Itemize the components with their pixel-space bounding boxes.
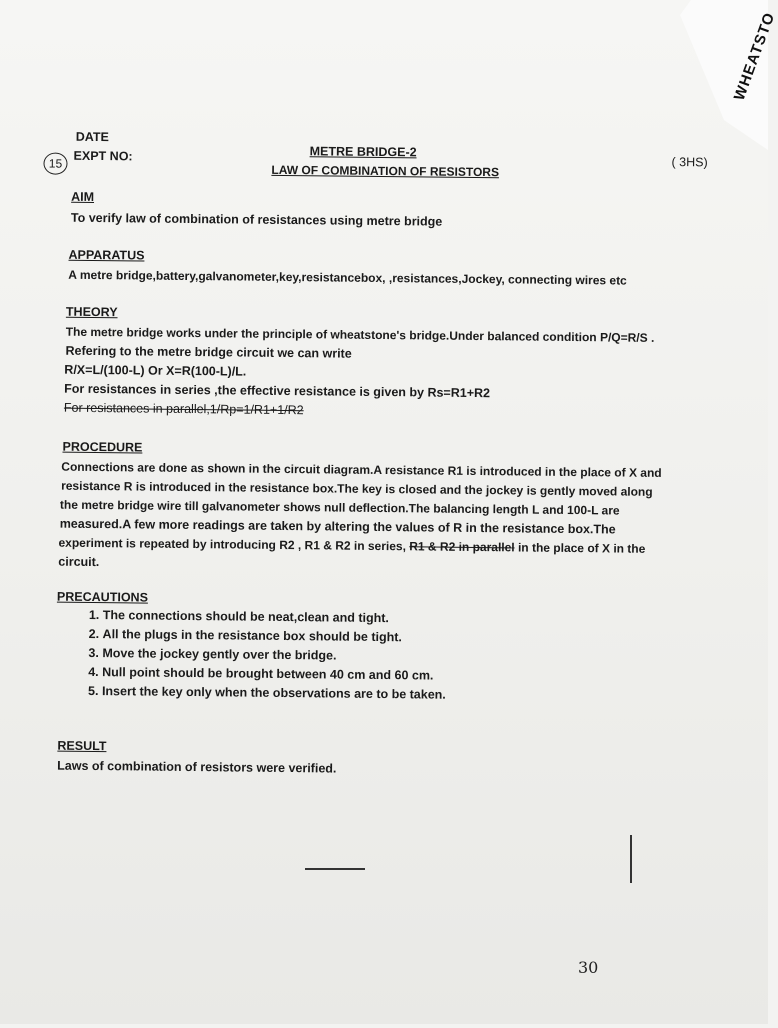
precautions-heading: PRECAUTIONS [56, 589, 149, 605]
apparatus-text: A metre bridge,battery,galvanometer,key,resistancebox, ,resistances,Jockey, connecting wires etc [68, 267, 627, 288]
aim-text: To verify law of combination of resistances using metre bridge [70, 210, 443, 229]
date-label: DATE [75, 129, 109, 145]
theory-line-struck: For resistances in parallel,1/Rp=1/R1+1/R2 [63, 400, 304, 418]
procedure-line: resistance R is introduced in the resistance box.The key is closed and the jockey is gently moved along [61, 478, 653, 499]
procedure-line-5 [58, 536, 645, 556]
procedure-line: Connections are done as shown in the circuit diagram.A resistance R1 is introduced in the place of X and [61, 459, 662, 480]
precaution-item: 2. All the plugs in the resistance box should be tight. [102, 625, 446, 648]
result-text: Laws of combination of resistors were verified. [57, 758, 337, 776]
procedure-line-part: experiment is repeated by introducing R2 , R1 & R2 in series, [58, 535, 407, 554]
corner-tab-text: WHEATSTO [730, 10, 778, 103]
aim-heading: AIM [71, 189, 95, 204]
precaution-item: 1. The connections should be neat,clean and tight. [103, 606, 447, 629]
procedure-line-part: in the place of X in the [517, 540, 646, 556]
document-title: METRE BRIDGE-2 [309, 144, 417, 160]
theory-line: For resistances in series ,the effective resistance is given by Rs=R1+R2 [64, 381, 491, 401]
theory-heading: THEORY [65, 304, 118, 320]
procedure-line: measured.A few more readings are taken by altering the values of R in the resistance box.The [59, 516, 616, 537]
pen-vertical-mark [630, 835, 632, 883]
apparatus-heading: APPARATUS [68, 247, 145, 263]
theory-line: Refering to the metre bridge circuit we can write [65, 343, 352, 361]
result-heading: RESULT [57, 738, 107, 754]
pen-arrow-mark [305, 868, 365, 870]
theory-line: R/X=L/(100-L) Or X=R(100-L)/L. [64, 362, 247, 379]
theory-line: The metre bridge works under the principle of wheatstone's bridge.Under balanced condition P/Q=R/S . [65, 324, 655, 345]
procedure-line: circuit. [58, 554, 100, 570]
page-number: 30 [578, 958, 599, 977]
precaution-item: 3. Move the jockey gently over the bridge. [102, 644, 446, 667]
expt-no-label: EXPT NO: [73, 148, 133, 164]
procedure-struck-text: R1 & R2 in parallel [409, 539, 515, 555]
procedure-heading: PROCEDURE [62, 439, 143, 455]
expt-number-circle: 15 [43, 152, 67, 174]
precaution-item: 4. Null point should be brought between 40 cm and 60 cm. [102, 663, 446, 686]
hours-label: ( 3HS) [671, 155, 708, 170]
procedure-line: the metre bridge wire till galvanometer shows null deflection.The balancing length L and 100-L are [59, 497, 620, 518]
precautions-list [76, 606, 447, 705]
precaution-item: 5. Insert the key only when the observations are to be taken. [102, 682, 446, 705]
document-subtitle: LAW OF COMBINATION OF RESISTORS [271, 162, 500, 180]
